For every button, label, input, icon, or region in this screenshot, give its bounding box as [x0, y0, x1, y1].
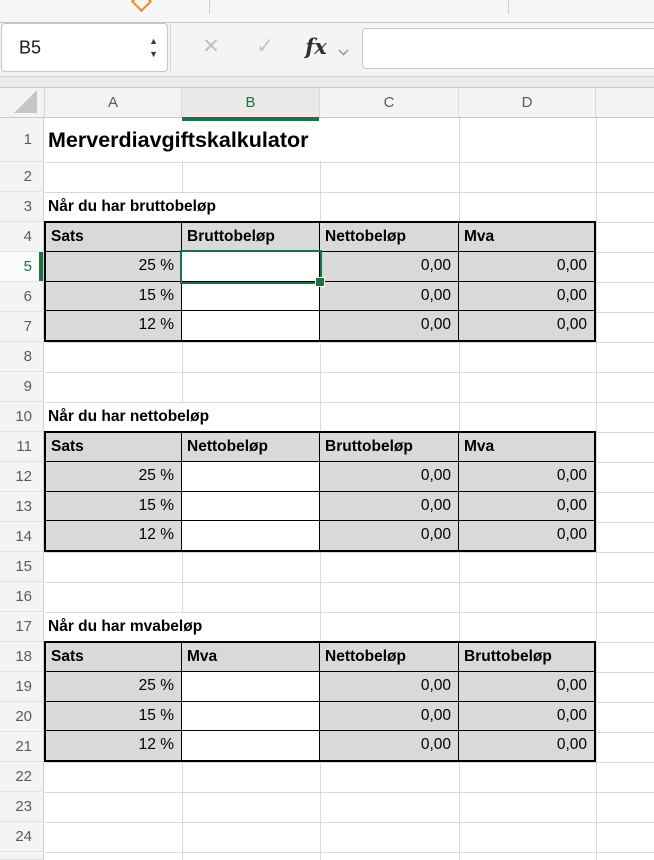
section-title[interactable]: Når du har nettobeløp	[48, 408, 210, 425]
fill-handle[interactable]	[315, 277, 325, 287]
cell-A12[interactable]: 25 %	[46, 462, 182, 491]
cell-D5[interactable]: 0,00	[459, 252, 594, 281]
cell-C5[interactable]: 0,00	[320, 252, 459, 281]
cell-C14[interactable]: 0,00	[320, 521, 459, 550]
row-header-22[interactable]: 22	[0, 762, 44, 792]
cell-C21[interactable]: 0,00	[320, 731, 459, 760]
formula-bar-row	[0, 23, 654, 76]
cell-D20[interactable]: 0,00	[459, 702, 594, 731]
row-header-17[interactable]: 17	[0, 612, 44, 642]
row-header-13[interactable]: 13	[0, 492, 44, 522]
cell-C18[interactable]: Nettobeløp	[320, 643, 459, 672]
formula-input[interactable]	[362, 28, 654, 69]
cell-D19[interactable]: 0,00	[459, 672, 594, 701]
gridline-vertical	[596, 118, 597, 860]
row-header-1[interactable]: 1	[0, 118, 44, 162]
row-header-20[interactable]: 20	[0, 702, 44, 732]
row-header-12[interactable]: 12	[0, 462, 44, 492]
row-header-7[interactable]: 7	[0, 312, 44, 342]
cell-B21[interactable]	[182, 731, 320, 760]
row-header-19[interactable]: 19	[0, 672, 44, 702]
row-header-24[interactable]: 24	[0, 822, 44, 852]
select-all-corner[interactable]	[0, 88, 45, 117]
stepper-up-icon[interactable]: ▲	[149, 35, 158, 46]
gridline-horizontal	[45, 162, 654, 163]
vat-table-2	[44, 431, 596, 552]
cell-A6[interactable]: 15 %	[46, 282, 182, 311]
insert-function-icon[interactable]: fx	[305, 34, 327, 59]
cell-A11[interactable]: Sats	[46, 433, 182, 462]
row-header-15[interactable]: 15	[0, 552, 44, 582]
vat-table-3	[44, 641, 596, 762]
formula-bar-separator	[170, 24, 171, 71]
row-header-5[interactable]: 5	[0, 252, 44, 282]
gridline-horizontal	[45, 582, 654, 583]
cell-D21[interactable]: 0,00	[459, 731, 594, 760]
row-header-14[interactable]: 14	[0, 522, 44, 552]
cell-A19[interactable]: 25 %	[46, 672, 182, 701]
cell-B7[interactable]	[182, 311, 320, 340]
row-header-partial	[0, 852, 44, 860]
cell-D7[interactable]: 0,00	[459, 311, 594, 340]
gridline-horizontal	[45, 792, 654, 793]
sheet-grid[interactable]	[0, 118, 654, 860]
cell-A13[interactable]: 15 %	[46, 492, 182, 521]
stepper-down-icon[interactable]: ▼	[149, 48, 158, 59]
cell-C11[interactable]: Bruttobeløp	[320, 433, 459, 462]
row-header-11[interactable]: 11	[0, 432, 44, 462]
cell-D18[interactable]: Bruttobeløp	[459, 643, 594, 672]
cell-C4[interactable]: Nettobeløp	[320, 223, 459, 252]
row-header-4[interactable]: 4	[0, 222, 44, 252]
cell-A4[interactable]: Sats	[46, 223, 182, 252]
cell-B14[interactable]	[182, 521, 320, 550]
cell-B4[interactable]: Bruttobeløp	[182, 223, 320, 252]
section-title[interactable]: Når du har mvabeløp	[48, 618, 203, 635]
row-header-10[interactable]: 10	[0, 402, 44, 432]
chevron-down-icon[interactable]	[337, 44, 350, 62]
sheet-title[interactable]: Merverdiavgiftskalkulator	[48, 128, 309, 152]
row-header-21[interactable]: 21	[0, 732, 44, 762]
cancel-icon[interactable]: ✕	[202, 35, 220, 58]
cell-C13[interactable]: 0,00	[320, 492, 459, 521]
cell-B13[interactable]	[182, 492, 320, 521]
cell-B20[interactable]	[182, 702, 320, 731]
column-headers	[0, 88, 654, 118]
cell-C19[interactable]: 0,00	[320, 672, 459, 701]
gridline-horizontal	[45, 852, 654, 853]
ribbon-toolbar-strip	[0, 0, 654, 23]
select-all-triangle-icon	[14, 90, 37, 113]
cell-D14[interactable]: 0,00	[459, 521, 594, 550]
toolbar-separator	[508, 0, 509, 14]
cell-B18[interactable]: Mva	[182, 643, 320, 672]
confirm-icon[interactable]: ✓	[256, 35, 274, 58]
cell-B19[interactable]	[182, 672, 320, 701]
shape-diamond-icon	[131, 0, 152, 12]
cell-A20[interactable]: 15 %	[46, 702, 182, 731]
row-header-9[interactable]: 9	[0, 372, 44, 402]
cell-D12[interactable]: 0,00	[459, 462, 594, 491]
cell-D6[interactable]: 0,00	[459, 282, 594, 311]
name-box-value: B5	[19, 37, 42, 57]
gridline-horizontal	[45, 822, 654, 823]
cell-C7[interactable]: 0,00	[320, 311, 459, 340]
cell-D13[interactable]: 0,00	[459, 492, 594, 521]
row-header-3[interactable]: 3	[0, 192, 44, 222]
cell-D11[interactable]: Mva	[459, 433, 594, 462]
name-box-stepper	[149, 37, 158, 59]
cell-D4[interactable]: Mva	[459, 223, 594, 252]
gridline-horizontal	[45, 342, 654, 343]
gridline-horizontal	[45, 552, 654, 553]
cell-A14[interactable]: 12 %	[46, 521, 182, 550]
cell-A18[interactable]: Sats	[46, 643, 182, 672]
row-header-8[interactable]: 8	[0, 342, 44, 372]
row-header-18[interactable]: 18	[0, 642, 44, 672]
gridline-horizontal	[45, 372, 654, 373]
column-header-D[interactable]: D	[459, 88, 596, 117]
cell-A21[interactable]: 12 %	[46, 731, 182, 760]
cell-A7[interactable]: 12 %	[46, 311, 182, 340]
row-header-6[interactable]: 6	[0, 282, 44, 312]
column-header-C[interactable]: C	[320, 88, 459, 117]
toolbar-divider	[0, 76, 654, 88]
toolbar-separator	[209, 0, 210, 14]
section-title[interactable]: Når du har bruttobeløp	[48, 198, 216, 215]
column-header-A[interactable]: A	[45, 88, 182, 117]
cell-B12[interactable]	[182, 462, 320, 491]
cell-B6[interactable]	[182, 282, 320, 311]
gridline-horizontal	[45, 762, 654, 763]
cell-B11[interactable]: Nettobeløp	[182, 433, 320, 462]
cell-C6[interactable]: 0,00	[320, 282, 459, 311]
row-header-23[interactable]: 23	[0, 792, 44, 822]
cell-C20[interactable]: 0,00	[320, 702, 459, 731]
row-header-16[interactable]: 16	[0, 582, 44, 612]
selected-cell-outline	[180, 250, 322, 284]
row-header-2[interactable]: 2	[0, 162, 44, 192]
cell-C12[interactable]: 0,00	[320, 462, 459, 491]
name-box[interactable]	[1, 23, 168, 72]
column-header-B[interactable]: B	[182, 88, 320, 117]
cell-A5[interactable]: 25 %	[46, 252, 182, 281]
